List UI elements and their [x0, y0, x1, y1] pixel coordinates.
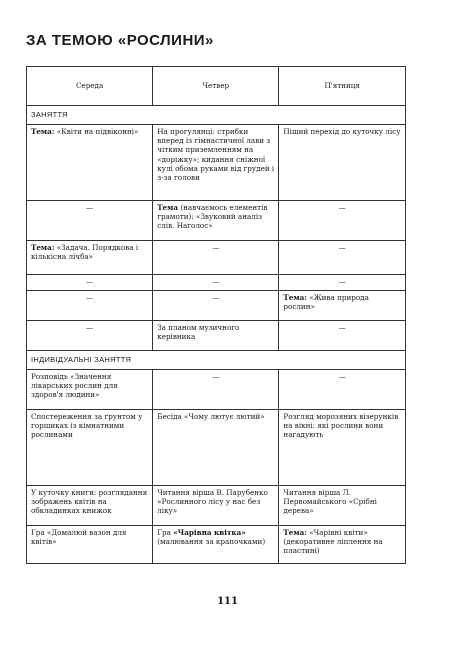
- cell-text: «Квіти на підвіконні»: [56, 127, 139, 136]
- table-cell: [279, 291, 406, 321]
- table-cell: Розгляд морозяних візерунків на вікні: які рослини вони нагадують: [279, 410, 406, 486]
- table-cell: [27, 241, 153, 275]
- table-cell: Спостереження за ґрунтом у горщиках із кімнатними рослинами: [27, 410, 153, 486]
- section-row-classes: [27, 106, 406, 125]
- header-wednesday: Середа: [27, 67, 153, 106]
- table-cell: [27, 125, 153, 201]
- table-header-row: [27, 67, 406, 106]
- cell-text: (малювання за крапочками): [157, 537, 266, 547]
- table-cell: На прогулянці: стрибки вперед із гімнастичної лави з чітким приземленням на «доріжку»; кидання сніжної кулі обома руками від грудей і з-за голови: [153, 125, 279, 201]
- table-cell-dash: —: [153, 291, 279, 321]
- table-cell-dash: —: [279, 321, 406, 351]
- cell-label: Тема:: [31, 243, 55, 252]
- header-thursday: Четвер: [153, 67, 279, 106]
- table-cell: [279, 526, 406, 564]
- table-row: [27, 321, 406, 351]
- table-cell-dash: —: [27, 275, 153, 291]
- table-cell-dash: —: [27, 201, 153, 241]
- section-title-individual: ІНДИВІДУАЛЬНІ ЗАНЯТТЯ: [27, 351, 406, 370]
- table-cell-dash: —: [279, 275, 406, 291]
- table-cell: [153, 201, 279, 241]
- table-row: [27, 125, 406, 201]
- table-cell-dash: —: [153, 370, 279, 410]
- table-row: [27, 370, 406, 410]
- table-cell: Піший перехід до куточку лісу: [279, 125, 406, 201]
- table-cell: Читання вірша В. Парубенко «Рослинного лісу у нас без ліку»: [153, 486, 279, 526]
- cell-text: (навчаємось елементів грамоти): «Звуковий аналіз слів. Наголос»: [157, 203, 268, 231]
- table-row: [27, 291, 406, 321]
- section-row-individual: [27, 351, 406, 370]
- table-cell-dash: —: [279, 201, 406, 241]
- cell-label: Тема:: [283, 528, 307, 537]
- section-title-classes: ЗАНЯТТЯ: [27, 106, 406, 125]
- cell-text: Гра: [157, 528, 171, 537]
- table-cell-dash: —: [279, 241, 406, 275]
- table-row: [27, 275, 406, 291]
- cell-text: «Чарівні квіти» (декоративне ліплення на пластині): [283, 528, 383, 556]
- cell-text: «Задача. Порядкова і кількісна лічба»: [31, 243, 139, 262]
- page-number: 111: [217, 596, 238, 607]
- table-cell: За планом музичного керівника: [153, 321, 279, 351]
- table-row: [27, 526, 406, 564]
- table-row: [27, 410, 406, 486]
- cell-label: Тема: [157, 203, 179, 212]
- table-row: [27, 201, 406, 241]
- table-cell-dash: —: [27, 291, 153, 321]
- cell-label: «Чарівна квітка»: [173, 528, 246, 537]
- table-cell: У куточку книги: розглядання зображень квітів на обкладинках книжок: [27, 486, 153, 526]
- schedule-table: [26, 66, 406, 564]
- header-friday: П'ятниця: [279, 67, 406, 106]
- table-cell: Гра «Домалюй вазон для квітів»: [27, 526, 153, 564]
- cell-label: Тема:: [283, 293, 307, 302]
- table-cell: Бесіда «Чому лютує лютий»: [153, 410, 279, 486]
- table-cell: Розповідь «Значення лікарських рослин для здоров'я людини»: [27, 370, 153, 410]
- table-row: [27, 486, 406, 526]
- table-row: [27, 241, 406, 275]
- page-title: ЗА ТЕМОЮ «РОСЛИНИ»: [26, 32, 214, 49]
- cell-label: Тема:: [31, 127, 55, 136]
- table-cell-dash: —: [279, 370, 406, 410]
- table-cell: [153, 526, 279, 564]
- table-cell-dash: —: [153, 241, 279, 275]
- table-cell-dash: —: [153, 275, 279, 291]
- cell-text: «Жива природа рослин»: [283, 293, 369, 312]
- table-cell-dash: —: [27, 321, 153, 351]
- table-cell: Читання вірша Л. Первомайського «Срібні дерева»: [279, 486, 406, 526]
